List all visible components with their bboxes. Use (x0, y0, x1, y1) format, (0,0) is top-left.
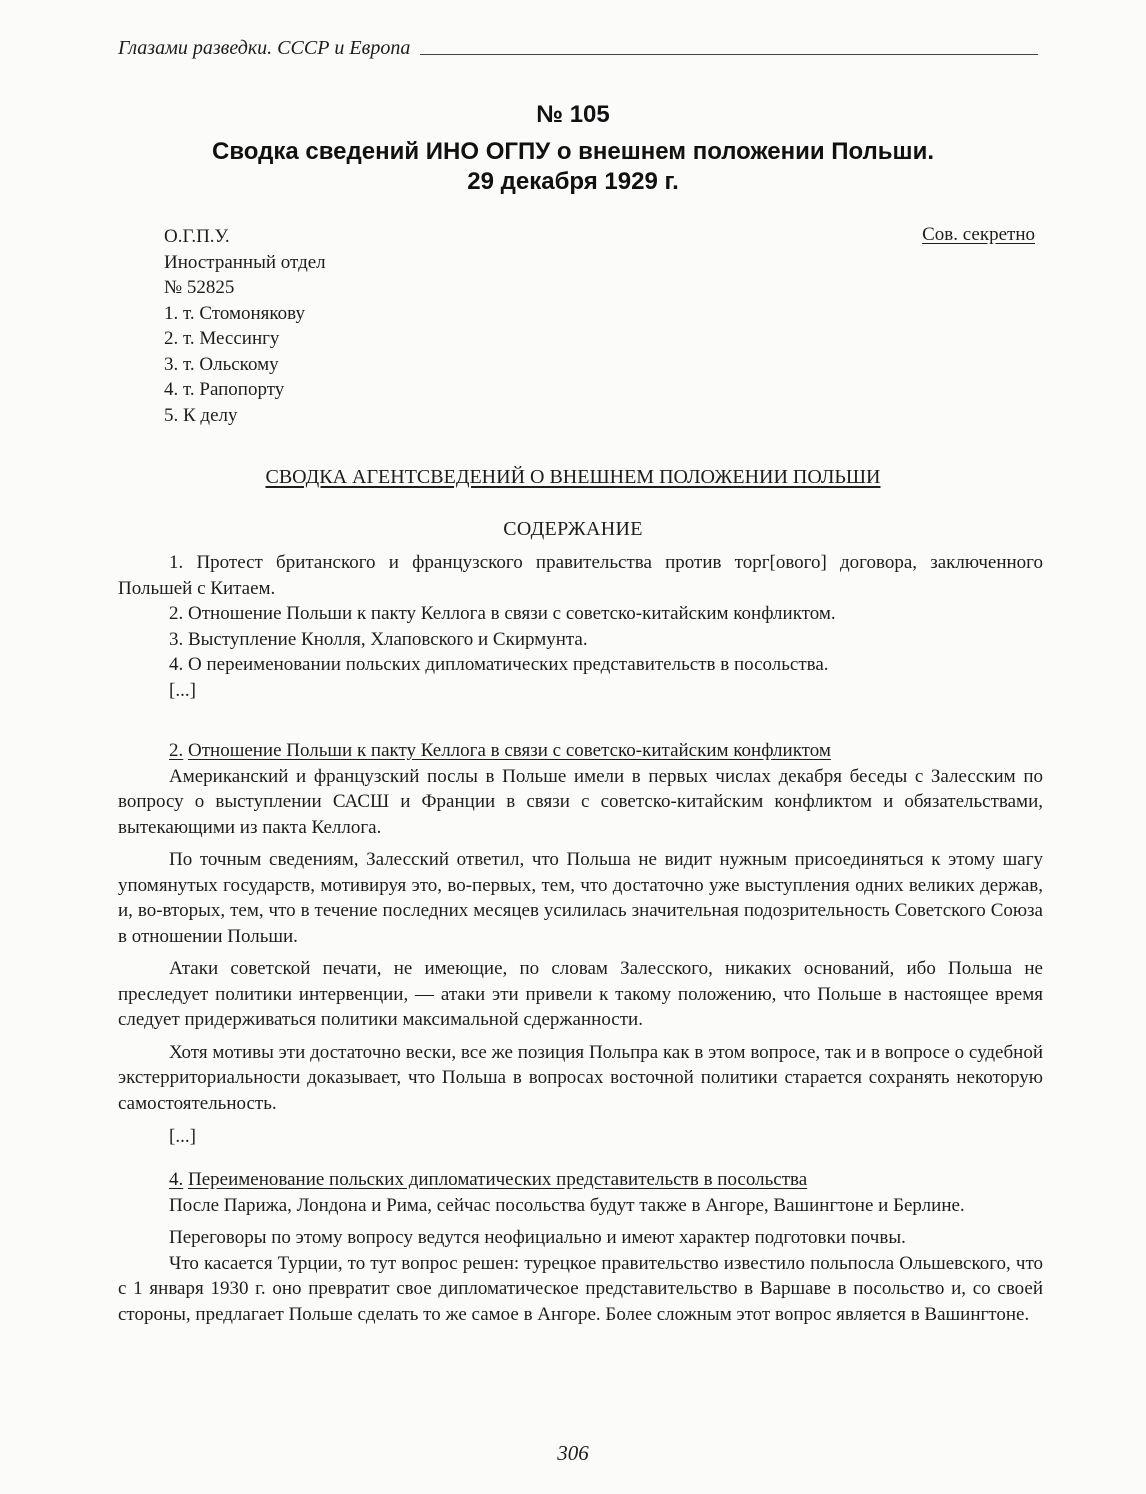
section-2-title: Отношение Польши к пакту Келлога в связи с советско-китайским конфликтом (188, 740, 831, 761)
paragraph: После Парижа, Лондона и Рима, сейчас посольства будут также в Ангоре, Вашингтоне и Берлине. (169, 1194, 965, 1216)
address-line: О.Г.П.У. (164, 226, 230, 247)
address-block (164, 224, 326, 428)
running-head-rule (420, 54, 1038, 55)
contents-item: 1. Протест британского и французского правительства против торг[ового] договора, заключенного Польшей с Китаем. (118, 552, 1043, 599)
document-date: 29 декабря 1929 г. (467, 168, 679, 195)
ellipsis: [...] (169, 679, 196, 701)
contents-item: 2. Отношение Польши к пакту Келлога в связи с советско-китайским конфликтом. (169, 603, 836, 624)
paragraph: Что касается Турции, то тут вопрос решен: турецкое правительство известило польпосла Ольшевского, что с 1 января 1930 г. оно превратит свое дипломатическое представительство в Варшаве в посольство и, со своей стороны, предлагает Польше сделать то же самое в Ангоре. Более сложным этот вопрос является в Вашингтоне. (118, 1252, 1043, 1325)
section-4 (118, 1167, 1043, 1327)
paragraph: Атаки советской печати, не имеющие, по словам Залесского, никаких оснований, ибо Польша не преследует политики интервенции, — атаки эти привели к такому положению, что Польше в настоящее время следует придерживаться политики максимальной сдержанности. (118, 958, 1043, 1030)
contents-title: СОДЕРЖАНИЕ (503, 518, 643, 540)
section-4-number: 4. (169, 1169, 184, 1190)
section-2-number: 2. (169, 740, 184, 761)
paragraph: По точным сведениям, Залесский ответил, что Польша не видит нужным присоединяться к этому шагу упомянутых государств, мотивируя это, во-первых, тем, что достаточно уже выступления одних великих держав, и, во-вторых, тем, что в течение последних месяцев усилилась значительная подозрительность Советского Союза в отношении Польши. (118, 849, 1043, 947)
classification-stamp: Сов. секретно (922, 224, 1035, 245)
document-title: Сводка сведений ИНО ОГПУ о внешнем положении Польши. (212, 138, 934, 165)
page-number: 306 (557, 1441, 589, 1465)
address-line: 5. К делу (164, 404, 238, 426)
ellipsis: [...] (169, 1126, 196, 1147)
contents-item: 4. О переименовании польских дипломатических представительств в посольства. (169, 654, 829, 675)
section-2 (118, 738, 1043, 1150)
address-line: 3. т. Ольскому (164, 353, 279, 375)
contents-list (118, 550, 1043, 703)
running-head (118, 36, 1038, 60)
running-head-title: Глазами разведки. СССР и Европа (118, 37, 411, 59)
section-4-heading (118, 1167, 1043, 1193)
contents-item: 3. Выступление Кнолля, Хлаповского и Скирмунта. (169, 628, 588, 650)
address-line: Иностранный отдел (164, 251, 326, 273)
address-line: 4. т. Рапопорту (164, 379, 285, 400)
document-number: № 105 (536, 101, 610, 128)
address-line: № 52825 (164, 277, 235, 298)
paragraph: Хотя мотивы эти достаточно вески, все же позиция Польпра как в этом вопросе, так и в вопросе о судебной экстерриториальности доказывает, что Польша в вопросах восточной политики старается сохранять некоторую самостоятельность. (118, 1041, 1043, 1114)
report-title-text: СВОДКА АГЕНТСВЕДЕНИЙ О ВНЕШНЕМ ПОЛОЖЕНИИ ПОЛЬШИ (265, 466, 881, 488)
address-line: 2. т. Мессингу (164, 328, 280, 349)
report-title (0, 466, 1146, 489)
paragraph: Американский и французский послы в Польше имели в первых числах декабря беседы с Залесским по вопросу о выступлении САСШ и Франции в связи с советско-китайским конфликтом и обязательствами, вытекающими из пакта Келлога. (118, 765, 1043, 838)
section-2-heading (118, 738, 1043, 764)
address-line: 1. т. Стомонякову (164, 302, 306, 324)
paragraph: Переговоры по этому вопросу ведутся неофициально и имеют характер подготовки почвы. (169, 1227, 906, 1248)
section-4-title: Переименование польских дипломатических представительств в посольства (188, 1169, 808, 1190)
